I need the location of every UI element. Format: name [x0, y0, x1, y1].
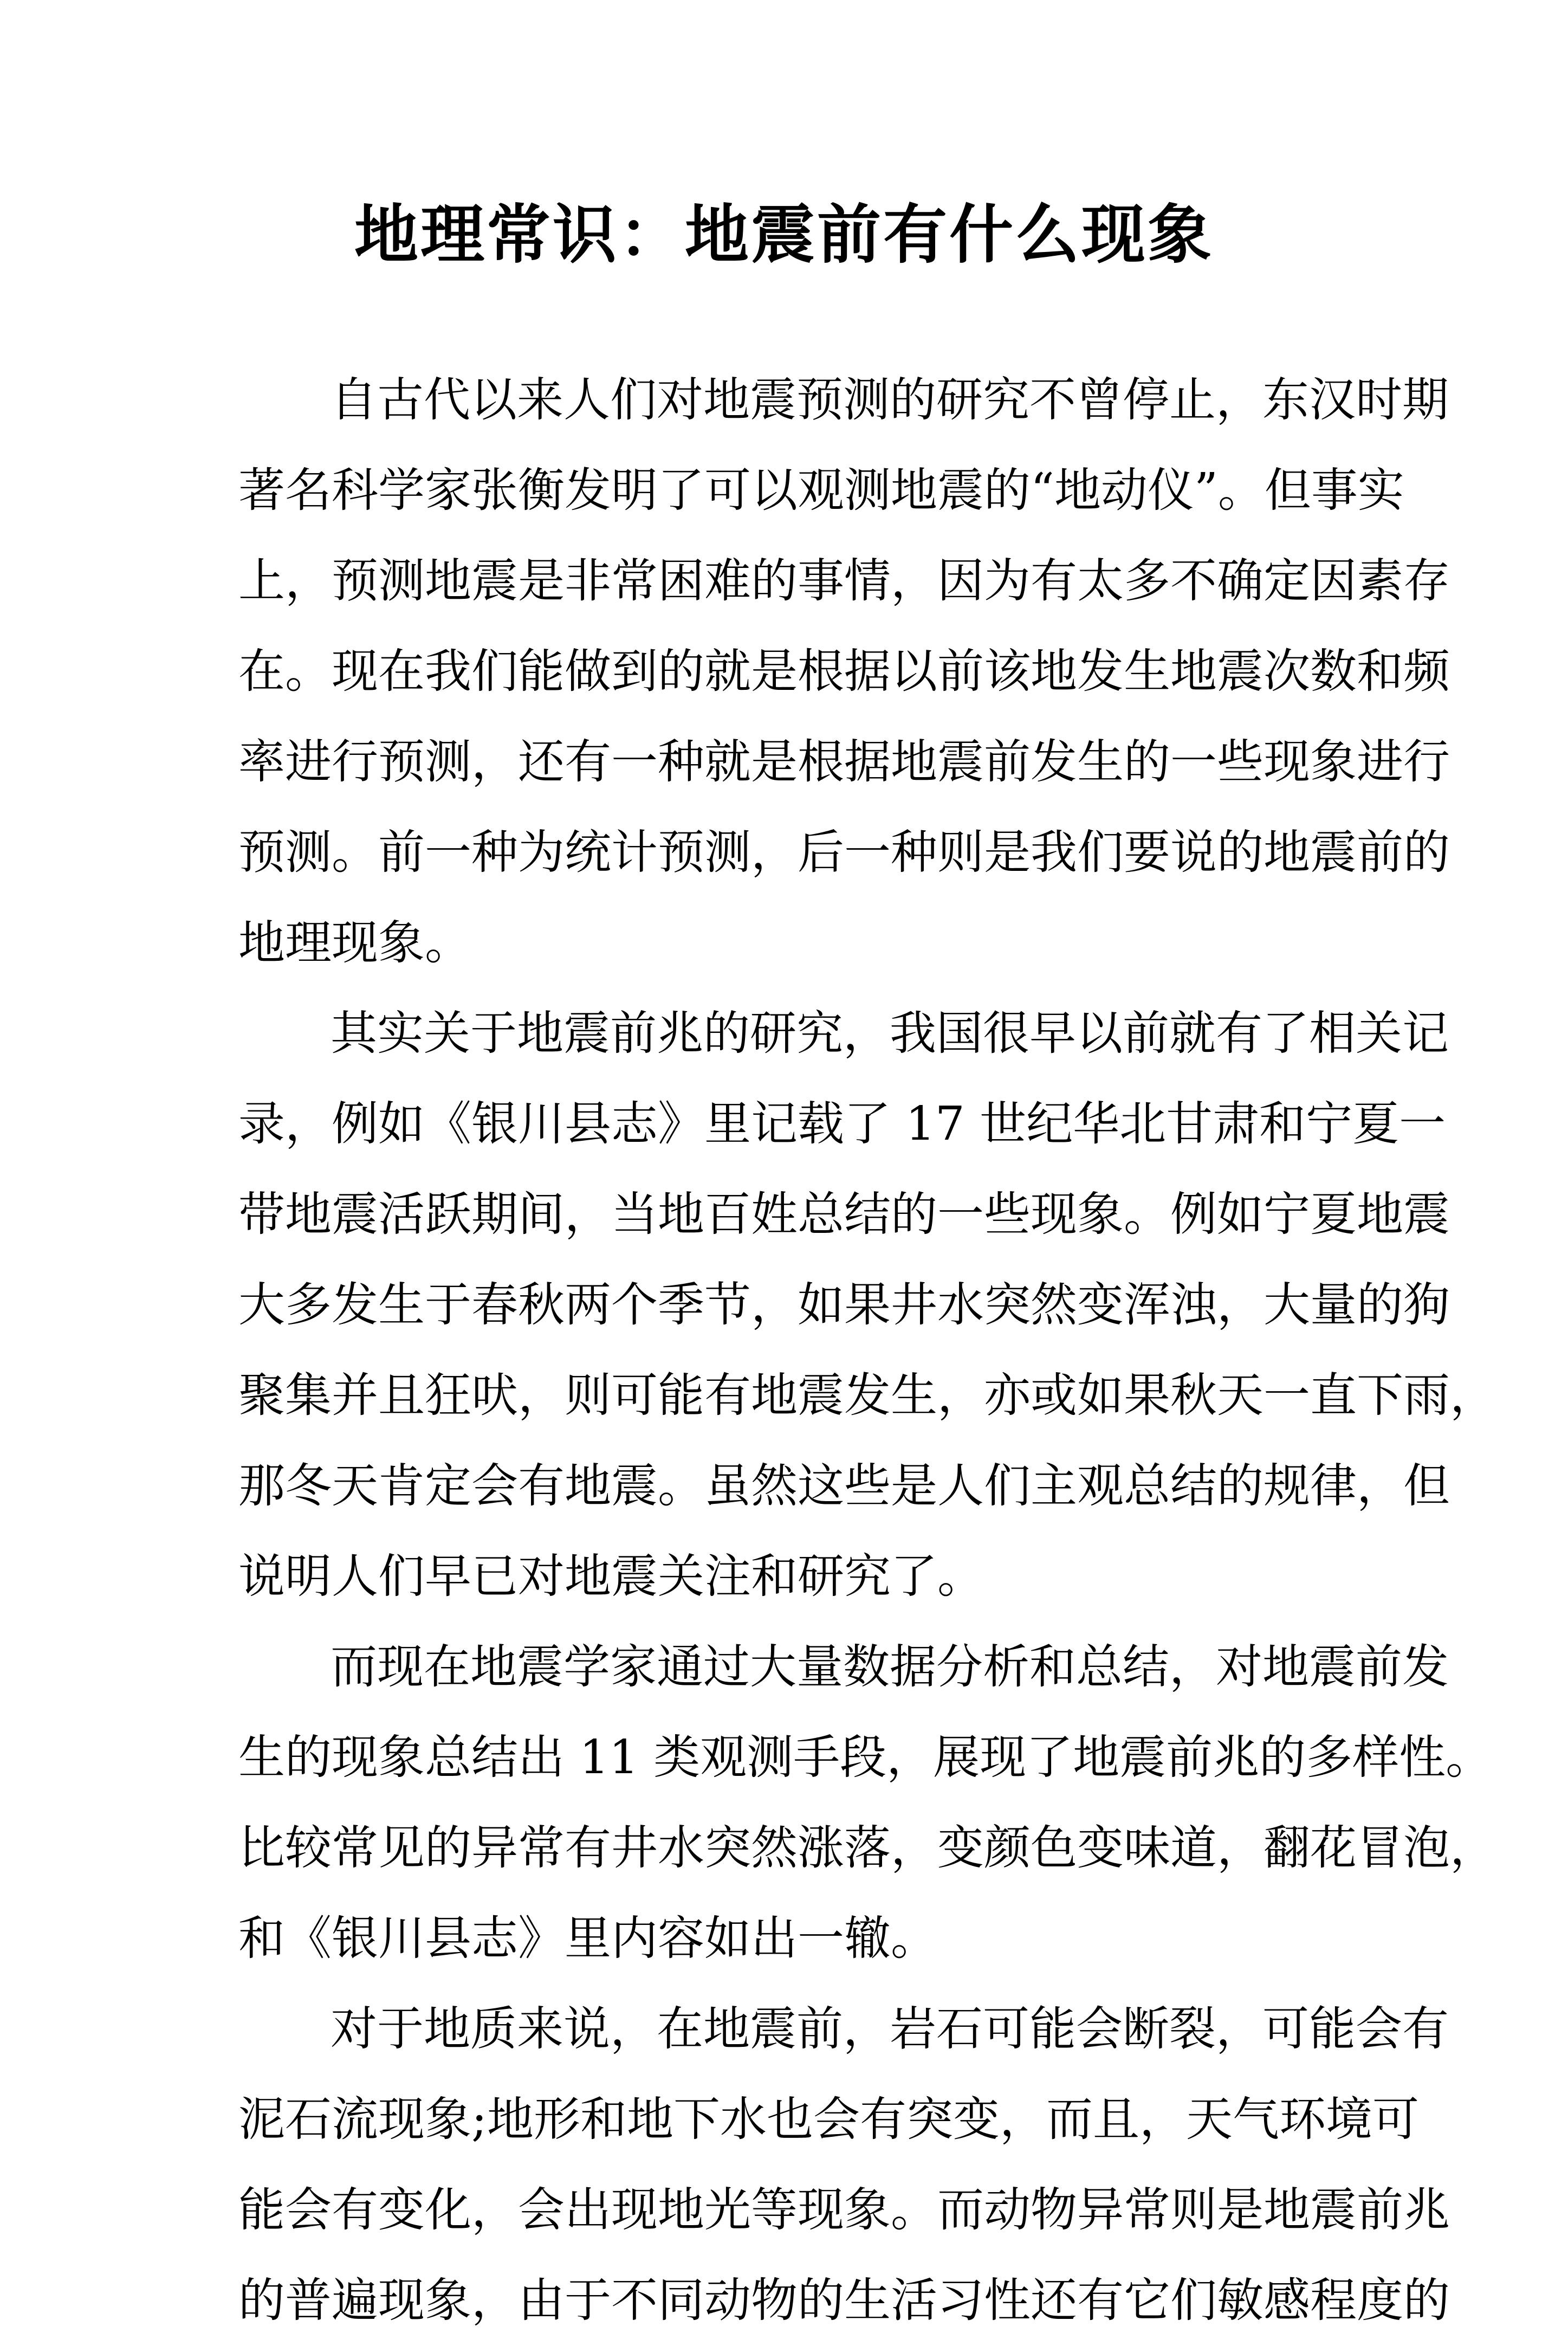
- text-line: 生的现象总结出 11 类观测手段，展现了地震前兆的多样性。: [238, 1730, 1493, 1785]
- text-line: 率进行预测，还有一种就是根据地震前发生的一些现象进行: [238, 735, 1450, 789]
- text-line: 自古代以来人们对地震预测的研究不曾停止，东汉时期: [331, 373, 1449, 427]
- text-line: 大多发生于春秋两个季节，如果井水突然变浑浊，大量的狗: [238, 1278, 1450, 1332]
- text-line: 聚集并且狂吠，则可能有地震发生，亦或如果秋天一直下雨，: [238, 1368, 1496, 1423]
- text-line: 在。现在我们能做到的就是根据以前该地发生地震次数和频: [238, 644, 1450, 699]
- text-line: 录，例如《银川县志》里记载了 17 世纪华北甘肃和宁夏一: [238, 1097, 1446, 1151]
- text-line: 上，预测地震是非常困难的事情，因为有太多不确定因素存: [238, 554, 1450, 608]
- text-line: 和《银川县志》里内容如出一辙。: [238, 1911, 937, 1966]
- text-line: 而现在地震学家通过大量数据分析和总结，对地震前发: [331, 1640, 1449, 1694]
- document-body: [238, 355, 1496, 2346]
- text-line: 泥石流现象;地形和地下水也会有突变，而且，天气环境可: [238, 2092, 1419, 2147]
- text-line: 能会有变化，会出现地光等现象。而动物异常则是地震前兆: [238, 2183, 1450, 2237]
- text-line: 其实关于地震前兆的研究，我国很早以前就有了相关记: [331, 1006, 1449, 1061]
- text-line: 地理现象。: [238, 916, 471, 970]
- text-line: 著名科学家张衡发明了可以观测地震的“地动仪”。但事实: [238, 463, 1404, 518]
- text-line: 带地震活跃期间，当地百姓总结的一些现象。例如宁夏地震: [238, 1187, 1450, 1242]
- text-line: 对于地质来说，在地震前，岩石可能会断裂，可能会有: [331, 2002, 1449, 2056]
- text-line: 那冬天肯定会有地震。虽然这些是人们主观总结的规律，但: [238, 1459, 1450, 1513]
- paragraph-3: [238, 1622, 1496, 1984]
- text-line: 的普遍现象，由于不同动物的生活习性还有它们敏感程度的: [238, 2273, 1450, 2328]
- document-title: 地理常识：地震前有什么现象: [354, 197, 1214, 272]
- text-line: 比较常见的异常有井水突然涨落，变颜色变味道，翻花冒泡，: [238, 1821, 1496, 1875]
- text-line: 说明人们早已对地震关注和研究了。: [238, 1549, 984, 1604]
- paragraph-1: [238, 355, 1450, 988]
- paragraph-2: [238, 988, 1496, 1622]
- paragraph-4: [238, 1984, 1450, 2346]
- text-line: 预测。前一种为统计预测，后一种则是我们要说的地震前的: [238, 825, 1450, 880]
